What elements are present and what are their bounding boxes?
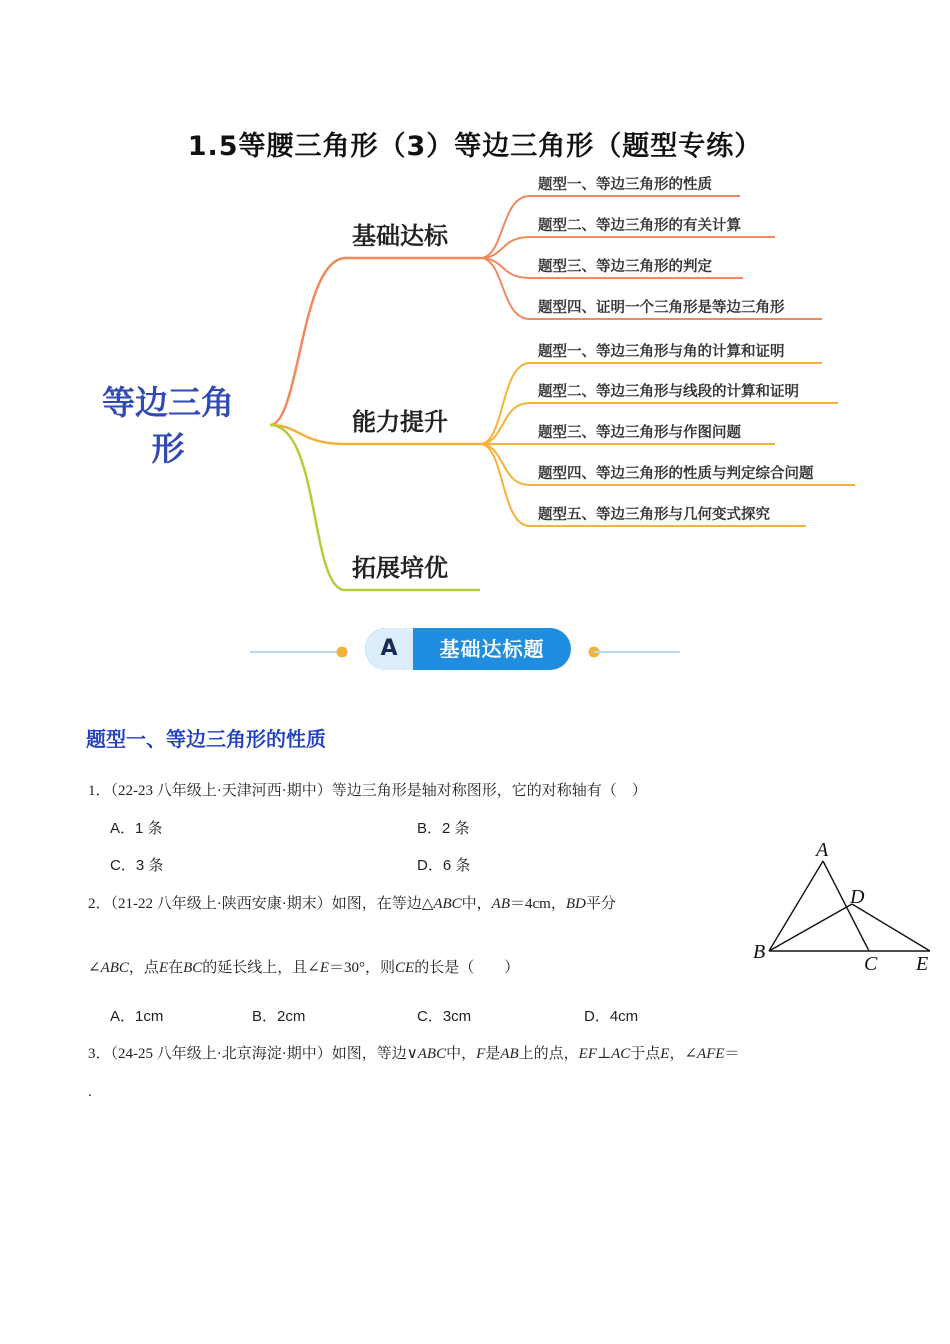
mindmap-leaf: 题型一、等边三角形与角的计算和证明 bbox=[538, 344, 785, 360]
mindmap-leaf: 题型五、等边三角形与几何变式探究 bbox=[538, 507, 770, 523]
question-text: 在 bbox=[168, 960, 184, 976]
page-title: 1.5等腰三角形（3）等边三角形（题型专练） bbox=[187, 131, 763, 162]
question-text: 等边三角形是轴对称图形，它的对称轴有（ ） bbox=[331, 783, 647, 799]
question-text: ＝ bbox=[724, 1046, 740, 1062]
mindmap-center: 等边三角形 bbox=[102, 383, 234, 468]
question-text: ＝4cm， bbox=[510, 896, 566, 912]
mindmap-leaf: 题型二、等边三角形与线段的计算和证明 bbox=[538, 384, 799, 400]
question-number: 2． bbox=[88, 896, 111, 912]
connector-branch-1 bbox=[270, 258, 480, 425]
banner-text: 基础达标题 bbox=[439, 637, 545, 661]
math-var: BC bbox=[183, 960, 203, 976]
math-var: CE bbox=[395, 960, 415, 976]
math-var: AFE bbox=[697, 1046, 725, 1062]
section-title: 题型一、等边三角形的性质 bbox=[86, 727, 326, 751]
segment-de bbox=[852, 904, 930, 951]
mindmap-leaf: 题型三、等边三角形与作图问题 bbox=[538, 425, 741, 441]
option-c: C．3cm bbox=[417, 1008, 472, 1025]
question-text: ∠ bbox=[88, 960, 101, 976]
option-a: A．1 条 bbox=[110, 820, 163, 837]
math-var: ABC bbox=[100, 960, 129, 976]
question-text: 于点 bbox=[630, 1046, 661, 1062]
section-banner bbox=[365, 628, 571, 670]
question-text: 的延长线上，且∠ bbox=[202, 960, 320, 976]
label-d: D bbox=[850, 886, 865, 908]
question-3-line-2: . bbox=[88, 1084, 92, 1100]
question-text: 如图，在等边△ bbox=[331, 896, 434, 912]
math-var: E bbox=[660, 1046, 670, 1062]
question-1 bbox=[88, 779, 647, 800]
segment-ab bbox=[769, 861, 823, 951]
option-c: C．3 条 bbox=[110, 857, 164, 874]
mindmap-leaf: 题型四、证明一个三角形是等边三角形 bbox=[538, 300, 785, 316]
math-var: AB bbox=[500, 1046, 519, 1062]
question-text: ，点 bbox=[128, 960, 159, 976]
mindmap-leaf: 题型一、等边三角形的性质 bbox=[538, 177, 712, 193]
math-var: ABC bbox=[417, 1046, 447, 1062]
math-var: EF bbox=[578, 1046, 597, 1062]
option-d: D．6 条 bbox=[417, 857, 471, 874]
question-text: 中， bbox=[461, 896, 492, 912]
math-symbol: ⊥ bbox=[596, 1046, 612, 1062]
banner-letter: A bbox=[365, 628, 413, 670]
question-source: （22-23 八年级上·天津河西·期中） bbox=[110, 783, 332, 799]
option-b: B．2 条 bbox=[417, 820, 470, 837]
mindmap-branch-advanced: 能力提升 bbox=[352, 408, 448, 436]
question-text: ，∠ bbox=[669, 1046, 698, 1062]
question-number: 3． bbox=[88, 1046, 111, 1062]
triangle-figure bbox=[750, 836, 940, 976]
mindmap-leaf: 题型二、等边三角形的有关计算 bbox=[538, 218, 741, 234]
question-3 bbox=[88, 1042, 740, 1063]
mindmap-branch-extension: 拓展培优 bbox=[352, 554, 448, 582]
question-source: （24-25 八年级上·北京海淀·期中） bbox=[110, 1046, 332, 1062]
option-b: B．2cm bbox=[252, 1008, 306, 1025]
math-var: ABC bbox=[433, 896, 462, 912]
math-var: F bbox=[476, 1046, 486, 1062]
question-text: 平分 bbox=[585, 896, 616, 912]
mindmap-connectors bbox=[0, 0, 950, 620]
mindmap-leaf: 题型四、等边三角形的性质与判定综合问题 bbox=[538, 466, 814, 482]
label-c: C bbox=[864, 953, 878, 975]
question-text: 上的点， bbox=[518, 1046, 579, 1062]
question-2-line-2 bbox=[88, 956, 519, 977]
label-b: B bbox=[753, 941, 766, 963]
segment-bd bbox=[769, 904, 852, 951]
question-text: 的长是（ ） bbox=[414, 960, 520, 976]
mindmap-leaf: 题型三、等边三角形的判定 bbox=[538, 259, 712, 275]
question-text: 是 bbox=[485, 1046, 501, 1062]
math-var: AB bbox=[491, 896, 510, 912]
question-source: （21-22 八年级上·陕西安康·期末） bbox=[110, 896, 332, 912]
math-var: E bbox=[158, 960, 169, 976]
question-2 bbox=[88, 892, 616, 913]
label-a: A bbox=[816, 839, 829, 861]
option-a: A．1cm bbox=[110, 1008, 164, 1025]
label-e: E bbox=[916, 953, 929, 975]
math-symbol: ∨ bbox=[406, 1046, 418, 1062]
mindmap-branch-basic: 基础达标 bbox=[352, 222, 448, 250]
option-d: D．4cm bbox=[584, 1008, 639, 1025]
question-text: 如图，等边 bbox=[331, 1046, 407, 1062]
math-var: BD bbox=[565, 896, 586, 912]
question-text: ＝30°，则 bbox=[329, 960, 396, 976]
math-var: E bbox=[319, 960, 330, 976]
question-number: 1． bbox=[88, 783, 111, 799]
question-text: 中， bbox=[446, 1046, 477, 1062]
math-var: AC bbox=[611, 1046, 631, 1062]
